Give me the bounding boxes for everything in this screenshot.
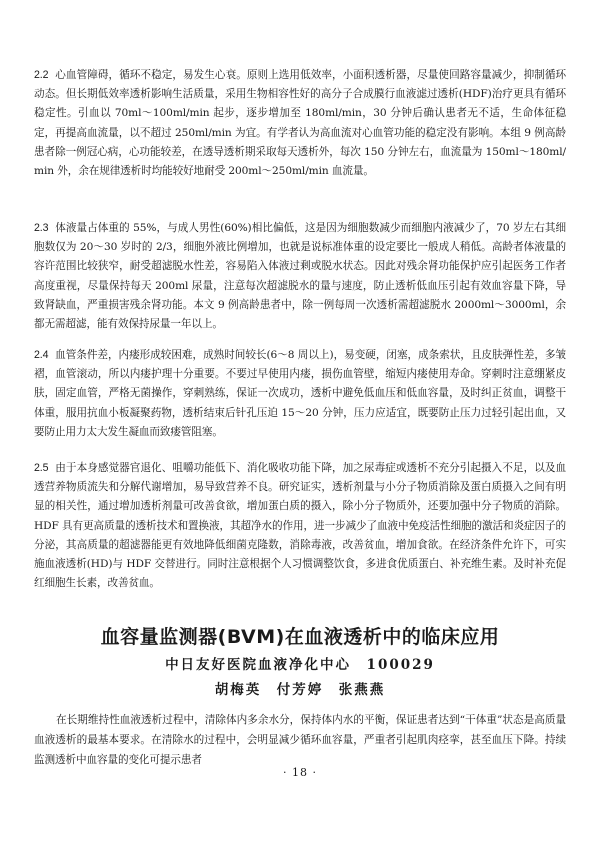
section-2-5 <box>34 459 566 593</box>
article-authors: 胡梅英 付芳婷 张燕燕 <box>214 682 386 698</box>
section-text: 由于本身感觉器官退化、咀嚼功能低下、消化吸收功能下降，加之尿毒症或透析不充分引起摄入不足，以及血透营养物质流失和分解代谢增加，易导致营养不良。研究证实，透析剂量与小分子物质消除及蛋白质摄入之间有明显的相关性，通过增加透析剂量可改善食欲，增加蛋白质的摄入，除小分子物质外，还要加强中分子物质的消除。HDF 具有更高质量的透析技术和置换液，其超净水的作用，进一步减少了血液中免疫活性细胞的激活和炎症因子的分泌，其高质量的超滤器能更有效地降低细菌克隆数，消除毒液，改善贫血，增加食欲。在经济条件允许下，可实施血液透析(HD)与 HDF 交替进行。同时注意根据个人习惯调整饮食，多进食优质蛋白、补充维生素。及时补充促红细胞生长素，改善贫血。 <box>34 462 566 590</box>
section-text: 心血管障碍，循环不稳定，易发生心衰。原则上选用低效率，小面积透析器，尽量使回路容量减少，抑制循环动态。但长期低效率透析影响生活质量，采用生物相容性好的高分子合成膜行血液滤过透析(HDF)治疗更具有循环稳定性。引血以 70ml～100ml/min 起步，逐步增加至 180ml/min，30 分钟后确认患者无不适，生命体征稳定，再提高血流量，以不超过 250ml/min 为宜。有学者认为高血流对心血管功能的稳定没有影响。本组 9 例高龄患者除一例冠心病，心功能较差，在透导透析期采取每天透析外，每次 150 分钟左右，血流量为 150ml～180ml/min 外，余在规律透析时均能较好地耐受 200ml～250ml/min 血流量。 <box>34 69 566 178</box>
article-affiliation: 中日友好医院血液净化中心 100029 <box>165 657 435 673</box>
section-number: 2.3 <box>34 222 49 234</box>
section-paragraph <box>34 66 566 181</box>
article-title: 血容量监测器(BVM)在血液透析中的临床应用 <box>100 626 500 648</box>
section-number: 2.4 <box>34 349 49 361</box>
section-text: 血管条件差，内瘘形成较困难，成熟时间较长(6～8 周以上)，易变硬，闭塞，成条索状，且皮肤弹性差，多皱褶，血管滚动，所以内瘘护理十分重要。不要过早使用内瘘，损伤血管壁，缩短内瘘使用寿命。穿刺时注意绷紧皮肤，固定血管，严格无菌操作，穿刺熟练，保证一次成功，透析中避免低血压和低血容量，及时纠正贫血，调整干体重，服用抗血小板凝聚药物，透析结束后针孔压迫 15～20 分钟，压力应适宜，既要防止压力过轻引起出血，又要防止用力太大发生凝血而致瘘管阻塞。 <box>34 349 566 438</box>
section-number: 2.5 <box>34 462 49 474</box>
section-text: 体液量占体重的 55%，与成人男性(60%)相比偏低，这是因为细胞数减少而细胞内液减少了，70 岁左右其细胞数仅为 20～30 岁时的 2/3，细胞外液比例增加，也就是说标准体重的设定要比一般成人稍低。高龄者体液量的容许范围比较狭窄，耐受超滤脱水性差，容易陷入体液过剩或脱水状态。因此对残余肾功能保护应引起医务工作者高度重视，尽量保持每天 200ml 尿量，注意每次超滤脱水的量与速度，防止透析低血压引起有效血容量下降，导致肾缺血，严重损害残余肾功能。本文 9 例高龄患者中，除一例每周一次透析需超滤脱水 2000ml～3000ml，余都无需超滤，能有效保持尿量一年以上。 <box>34 222 566 331</box>
section-2-2 <box>34 66 566 181</box>
article-intro <box>34 710 566 770</box>
section-paragraph <box>34 459 566 593</box>
section-number: 2.2 <box>34 69 49 81</box>
intro-paragraph: 在长期维持性血液透析过程中，清除体内多余水分，保持体内水的平衡，保证患者达到“干体重”状态是高质量血液透析的最基本要求。在清除水的过程中，会明显减少循环血容量，严重者引起肌肉痉挛，甚至血压下降。持续监测透析中血容量的变化可提示患者 <box>34 714 566 766</box>
section-2-3 <box>34 219 566 334</box>
section-2-4 <box>34 346 566 442</box>
section-paragraph <box>34 219 566 334</box>
page-number: · 18 · <box>283 766 317 779</box>
section-paragraph <box>34 346 566 442</box>
